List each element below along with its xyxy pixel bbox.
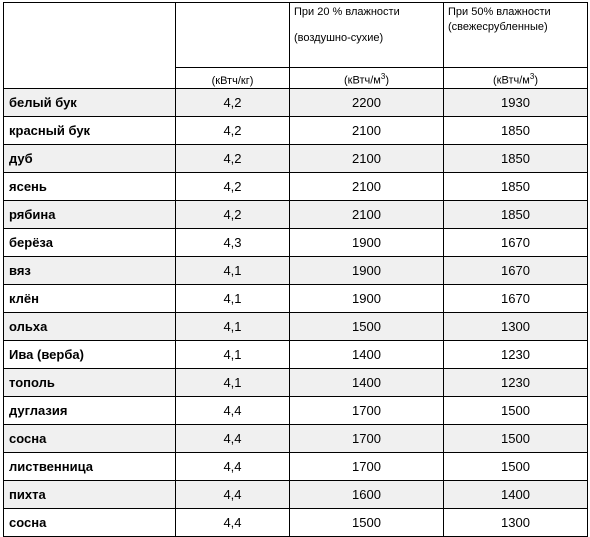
energy-fresh-cell: 1300 <box>444 509 588 537</box>
wood-name-cell: ясень <box>4 173 176 201</box>
table-row <box>4 145 588 173</box>
energy-fresh-cell: 1400 <box>444 481 588 509</box>
energy-dry-cell: 2100 <box>290 173 444 201</box>
wood-name-cell: пихта <box>4 481 176 509</box>
unit-dry-cell <box>290 68 444 89</box>
table-row <box>4 257 588 285</box>
energy-dry-cell: 1900 <box>290 285 444 313</box>
energy-dry-cell: 2100 <box>290 145 444 173</box>
energy-dry-cell: 1600 <box>290 481 444 509</box>
table-row <box>4 285 588 313</box>
energy-kg-cell: 4,1 <box>176 285 290 313</box>
energy-dry-cell: 1400 <box>290 369 444 397</box>
table-row <box>4 509 588 537</box>
energy-kg-cell: 4,2 <box>176 173 290 201</box>
unit-kg-cell <box>176 68 290 89</box>
table-row <box>4 481 588 509</box>
table-row <box>4 229 588 257</box>
energy-kg-cell: 4,4 <box>176 481 290 509</box>
table-row <box>4 201 588 229</box>
energy-fresh-cell: 1850 <box>444 201 588 229</box>
table-row <box>4 89 588 117</box>
wood-name-cell: Ива (верба) <box>4 341 176 369</box>
energy-dry-cell: 1700 <box>290 453 444 481</box>
wood-name-cell: берёза <box>4 229 176 257</box>
energy-fresh-cell: 1500 <box>444 453 588 481</box>
energy-dry-cell: 2100 <box>290 117 444 145</box>
unit-fresh-cell <box>444 68 588 89</box>
energy-kg-cell: 4,2 <box>176 145 290 173</box>
wood-name-cell: ольха <box>4 313 176 341</box>
energy-dry-cell: 1700 <box>290 425 444 453</box>
energy-dry-cell: 1900 <box>290 229 444 257</box>
energy-dry-cell: 1500 <box>290 509 444 537</box>
unit-dry <box>290 72 443 88</box>
unit-dry-base: (кВтч/м <box>344 75 381 87</box>
energy-kg-cell: 4,4 <box>176 509 290 537</box>
unit-dry-close: ) <box>385 75 389 87</box>
energy-fresh-cell: 1500 <box>444 425 588 453</box>
energy-fresh-cell: 1230 <box>444 341 588 369</box>
unit-dry-sup: 3 <box>380 72 386 82</box>
wood-name-cell: вяз <box>4 257 176 285</box>
energy-dry-cell: 2100 <box>290 201 444 229</box>
energy-dry-cell: 1400 <box>290 341 444 369</box>
energy-kg-cell: 4,3 <box>176 229 290 257</box>
header-empty-cell <box>4 3 176 89</box>
energy-kg-cell: 4,2 <box>176 117 290 145</box>
energy-kg-cell: 4,1 <box>176 369 290 397</box>
table-row <box>4 397 588 425</box>
table-row <box>4 369 588 397</box>
header-row <box>4 3 588 68</box>
energy-dry-cell: 1900 <box>290 257 444 285</box>
energy-fresh-cell: 1500 <box>444 397 588 425</box>
header-fresh-subtitle: (свежесрубленные) <box>448 21 548 33</box>
wood-name-cell: дуб <box>4 145 176 173</box>
energy-fresh-cell: 1850 <box>444 117 588 145</box>
header-dry-subtitle: (воздушно-сухие) <box>294 32 384 44</box>
unit-fresh-base: (кВтч/м <box>493 75 530 87</box>
energy-kg-cell: 4,4 <box>176 453 290 481</box>
table-row <box>4 117 588 145</box>
energy-dry-cell: 2200 <box>290 89 444 117</box>
energy-kg-cell: 4,1 <box>176 257 290 285</box>
table-row <box>4 173 588 201</box>
wood-name-cell: красный бук <box>4 117 176 145</box>
wood-energy-table <box>3 2 588 537</box>
energy-dry-cell: 1500 <box>290 313 444 341</box>
wood-name-cell: тополь <box>4 369 176 397</box>
wood-name-cell: клён <box>4 285 176 313</box>
header-dry-cell <box>290 3 444 68</box>
energy-fresh-cell: 1670 <box>444 229 588 257</box>
energy-fresh-cell: 1300 <box>444 313 588 341</box>
energy-kg-cell: 4,1 <box>176 313 290 341</box>
header-fresh-title: При 50% влажности <box>448 6 551 18</box>
table-row <box>4 313 588 341</box>
unit-fresh <box>444 72 587 88</box>
energy-kg-cell: 4,2 <box>176 89 290 117</box>
header-fresh-cell <box>444 3 588 68</box>
energy-kg-cell: 4,4 <box>176 425 290 453</box>
energy-dry-cell: 1700 <box>290 397 444 425</box>
energy-fresh-cell: 1930 <box>444 89 588 117</box>
wood-name-cell: сосна <box>4 425 176 453</box>
table-row <box>4 453 588 481</box>
wood-name-cell: лиственница <box>4 453 176 481</box>
energy-fresh-cell: 1670 <box>444 285 588 313</box>
table-row <box>4 341 588 369</box>
header-kg-cell <box>176 3 290 68</box>
unit-kg: (кВтч/кг) <box>211 75 254 87</box>
energy-kg-cell: 4,1 <box>176 341 290 369</box>
unit-fresh-sup: 3 <box>529 72 535 82</box>
wood-name-cell: белый бук <box>4 89 176 117</box>
wood-name-cell: сосна <box>4 509 176 537</box>
wood-name-cell: рябина <box>4 201 176 229</box>
unit-fresh-close: ) <box>534 75 538 87</box>
header-dry-title: При 20 % влажности <box>294 6 400 18</box>
energy-kg-cell: 4,4 <box>176 397 290 425</box>
table-body <box>4 3 588 537</box>
energy-fresh-cell: 1230 <box>444 369 588 397</box>
wood-name-cell: дуглазия <box>4 397 176 425</box>
energy-fresh-cell: 1850 <box>444 145 588 173</box>
energy-kg-cell: 4,2 <box>176 201 290 229</box>
energy-fresh-cell: 1850 <box>444 173 588 201</box>
table-row <box>4 425 588 453</box>
energy-fresh-cell: 1670 <box>444 257 588 285</box>
